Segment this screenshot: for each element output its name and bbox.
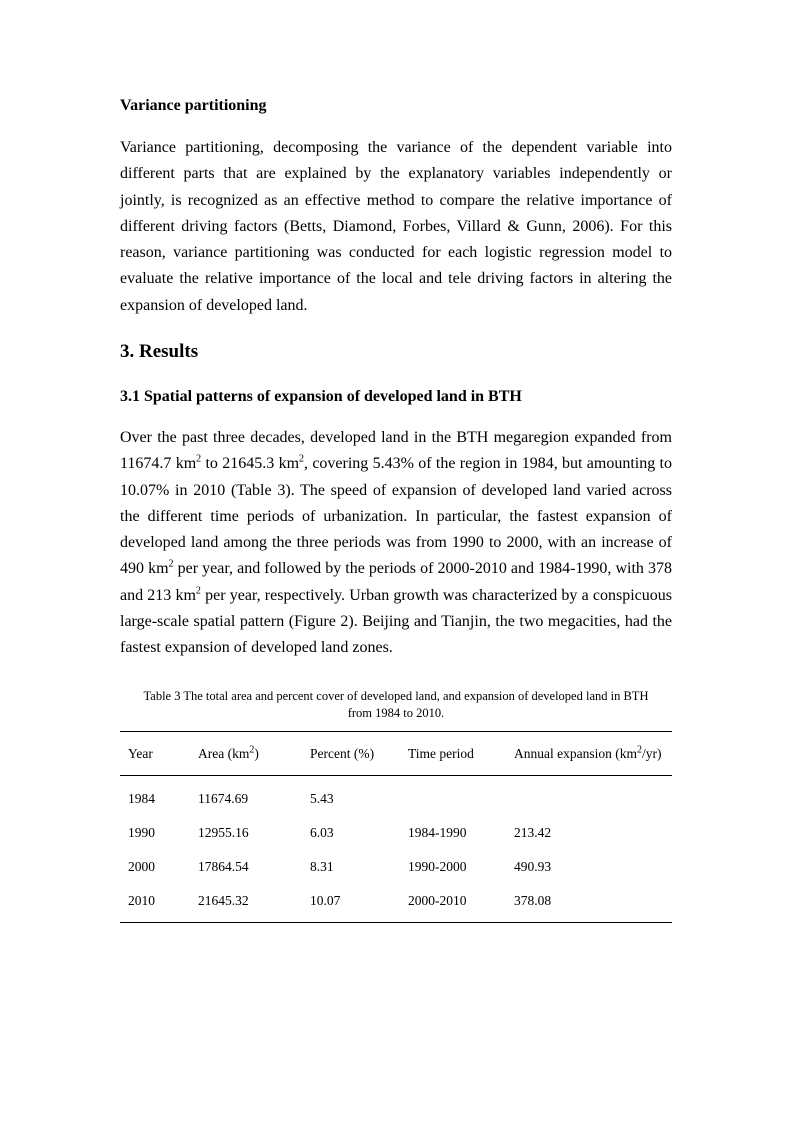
header-year: Year	[128, 745, 153, 761]
cell-area: 12955.16	[198, 825, 249, 840]
table-row	[120, 816, 672, 850]
table-row	[120, 850, 672, 884]
table-header-row	[120, 732, 672, 776]
cell-area: 17864.54	[198, 859, 249, 874]
cell-period: 2000-2010	[408, 893, 467, 908]
header-percent: Percent (%)	[310, 745, 375, 761]
cell-annual: 490.93	[514, 859, 552, 874]
cell-percent: 6.03	[310, 825, 334, 840]
cell-year: 2000	[128, 859, 155, 874]
cell-year: 2010	[128, 893, 155, 908]
header-time-period: Time period	[408, 745, 474, 761]
cell-period: 1990-2000	[408, 859, 467, 874]
table-row	[120, 776, 672, 817]
table-row	[120, 884, 672, 923]
header-area: Area $(km^2)$	[198, 744, 259, 761]
spatial-patterns-subheading: 3.1 Spatial patterns of expansion of developed land in BTH	[120, 388, 522, 405]
table-3-caption: Table 3 The total area and percent cover of developed land, and expansion of developed land in BTH from 1984 to 2010.	[143, 689, 649, 720]
cell-annual: 378.08	[514, 893, 552, 908]
cell-area: 21645.32	[198, 893, 249, 908]
cell-annual	[506, 776, 672, 817]
cell-annual: 213.42	[514, 825, 552, 840]
cell-percent: 8.31	[310, 859, 334, 874]
cell-year: 1984	[128, 791, 155, 806]
results-heading: 3. Results	[120, 341, 199, 362]
variance-partitioning-heading: Variance partitioning	[120, 97, 267, 114]
cell-year: 1990	[128, 825, 155, 840]
variance-partitioning-paragraph: Variance partitioning, decomposing the variance of the dependent variable into different parts that are explained by the explanatory variables independently or jointly, is recognized as an effective method to compare the relative importance of different driving factors (Betts, Diamond, Forbes, Villard & Gunn, 2006). For this reason, variance partitioning was conducted for each logistic regression model to evaluate the relative importance of the local and tele driving factors in altering the expansion of developed land.	[120, 139, 673, 314]
cell-area: 11674.69	[198, 791, 249, 806]
cell-period	[400, 776, 506, 817]
cell-percent: 10.07	[310, 893, 341, 908]
header-annual-expansion: Annual expansion $(km^2/yr)$	[514, 744, 662, 761]
cell-percent: 5.43	[310, 791, 334, 806]
spatial-patterns-paragraph: Over the past three decades, developed land in the BTH megaregion expanded from 11674.7 $km^2$ to 21645.3 $km^2$, covering 5.43% of the region in 1984, but amounting to 10.07% in 2010 (Table 3). The speed of expansion of developed land varied across the different time periods of urbanization. In particular, the fastest expansion of developed land among the three periods was from 1990 to 2000, with an increase of 490 $km^2$ per year, and followed by the periods of 2000-2010 and 1984-1990, with 378 and 213 $km^2$ per year, respectively. Urban growth was characterized by a conspicuous large-scale spatial pattern (Figure 2). Beijing and Tianjin, the two megacities, had the fastest expansion of developed land zones.	[120, 429, 673, 657]
table-3	[120, 731, 672, 923]
cell-period: 1984-1990	[408, 825, 467, 840]
